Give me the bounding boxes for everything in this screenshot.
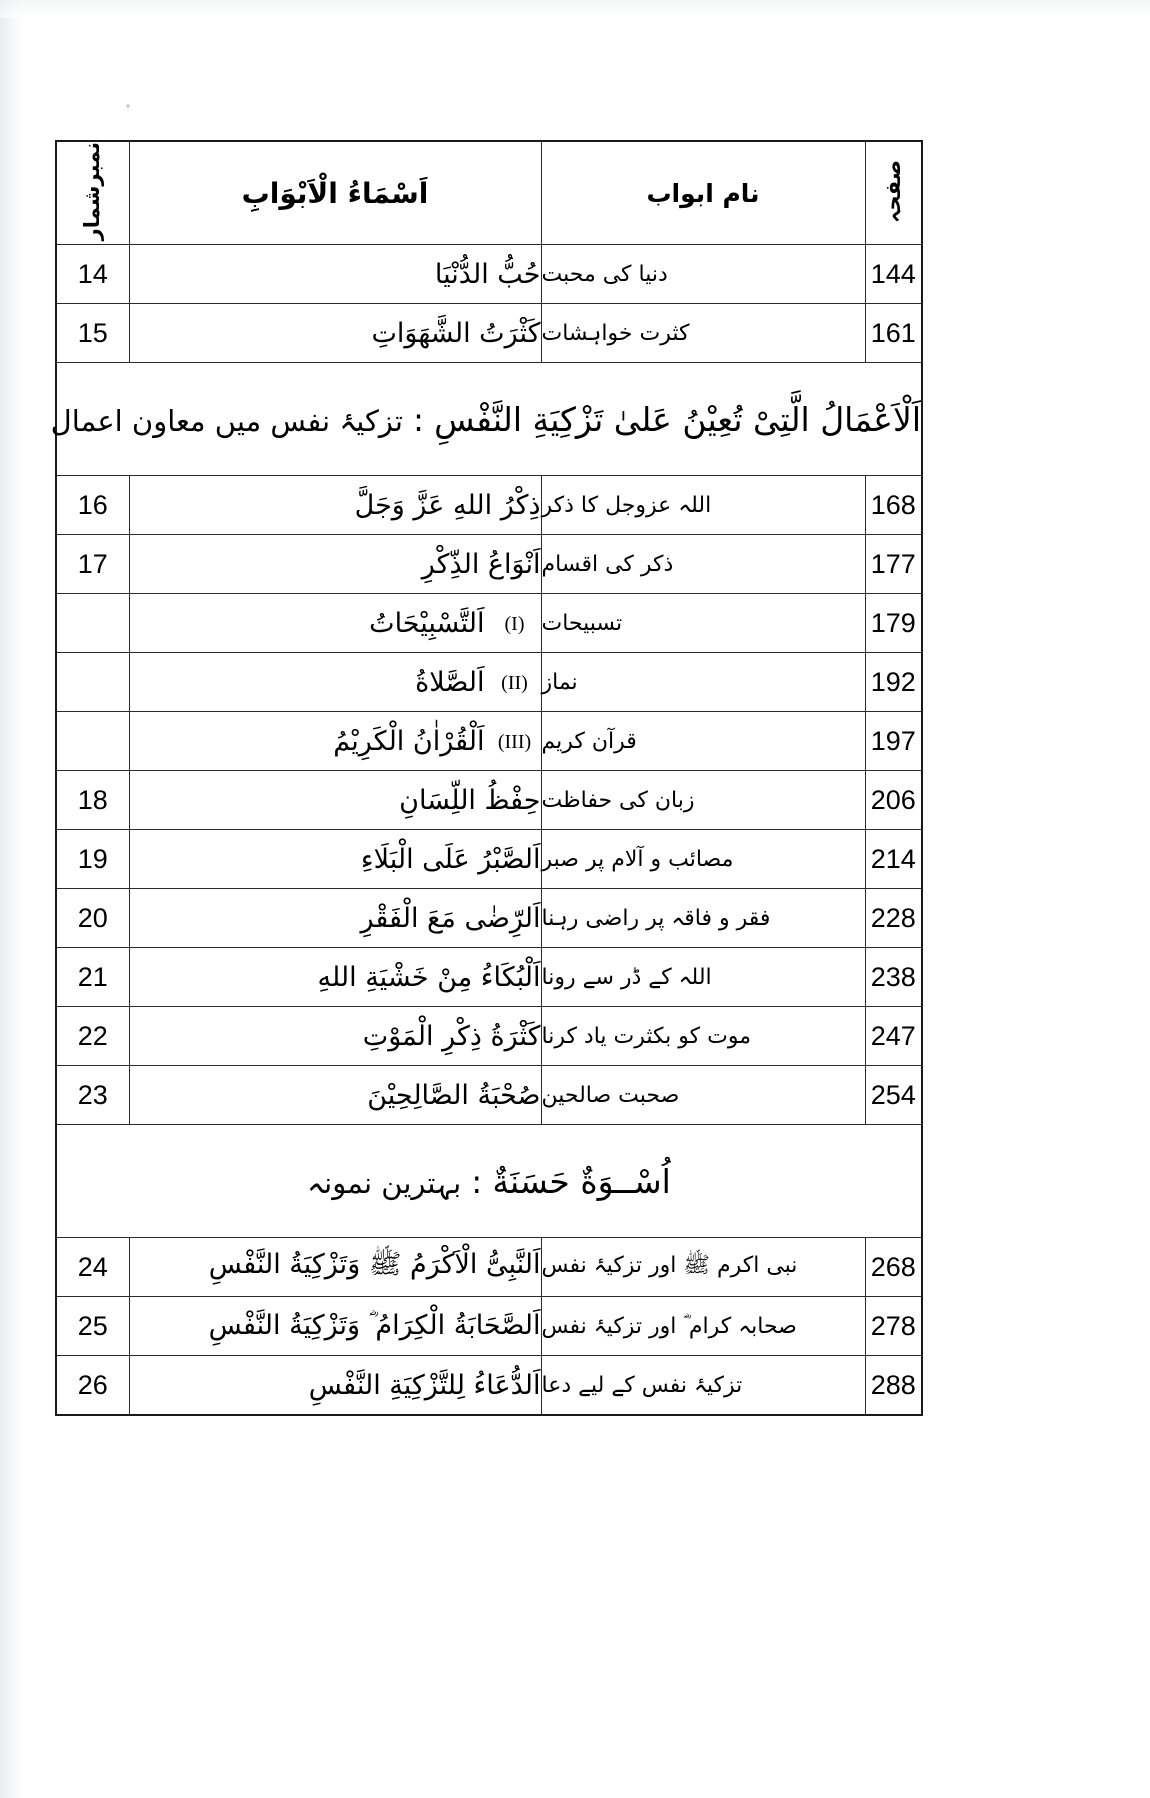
toc-page <box>50 140 923 1416</box>
cell-arabic-title: حُبُّ الدُّنْيَا <box>129 245 541 304</box>
table-row <box>56 476 922 535</box>
cell-arabic-title <box>129 653 541 712</box>
cell-arabic-title: اَلصَّحَابَةُ الْكِرَامُ ؓ وَتَزْكِيَةُ النَّفْسِ <box>129 1297 541 1356</box>
cell-arabic-title-text: اَلْقُرْاٰنُ الْكَرِيْمُ <box>333 725 485 757</box>
cell-serial-number <box>56 712 129 771</box>
cell-page-number: 197 <box>865 712 922 771</box>
cell-arabic-title: اَلصَّبْرُ عَلَى الْبَلَاءِ <box>129 830 541 889</box>
cell-arabic-title <box>129 712 541 771</box>
header-cell-arabic-names: اَسْمَاءُ الْاَبْوَابِ <box>129 141 541 245</box>
cell-serial-number: 26 <box>56 1356 129 1416</box>
section-heading <box>50 363 922 476</box>
table-row <box>56 1066 922 1125</box>
section-heading-separator: : <box>471 1162 483 1201</box>
cell-serial-number: 15 <box>56 304 129 363</box>
cell-page-number: 206 <box>865 771 922 830</box>
section-heading-row <box>56 363 922 476</box>
cell-page-number: 268 <box>865 1238 922 1297</box>
scan-edge-shading-top <box>0 0 1150 18</box>
cell-serial-number: 22 <box>56 1007 129 1066</box>
cell-arabic-title: اَلنَّبِىُّ الْاَكْرَمُ ﷺ وَتَزْكِيَةُ النَّفْسِ <box>129 1238 541 1297</box>
cell-page-number: 192 <box>865 653 922 712</box>
contents-table <box>50 140 923 1416</box>
table-row <box>56 771 922 830</box>
cell-serial-number: 17 <box>56 535 129 594</box>
cell-urdu-title: صحبت صالحین <box>541 1066 865 1125</box>
cell-page-number: 228 <box>865 889 922 948</box>
sub-entry-marker: (I) <box>504 612 525 635</box>
sub-entry-marker: (II) <box>501 671 528 694</box>
section-heading-urdu: تزکیۂ نفس میں معاون اعمال <box>50 403 403 438</box>
header-cell-page <box>865 141 922 245</box>
table-row <box>56 712 922 771</box>
cell-arabic-title: اَنْوَاعُ الذِّكْرِ <box>129 535 541 594</box>
cell-serial-number <box>56 653 129 712</box>
table-row <box>56 830 922 889</box>
cell-page-number: 168 <box>865 476 922 535</box>
table-row <box>56 1356 922 1416</box>
cell-serial-number: 25 <box>56 1297 129 1356</box>
cell-arabic-title: حِفْظُ اللِّسَانِ <box>129 771 541 830</box>
sub-entry-marker: (III) <box>497 730 532 753</box>
table-row <box>56 535 922 594</box>
header-cell-urdu-names: نام ابواب <box>541 141 865 245</box>
section-heading-urdu: بہترین نمونہ <box>307 1165 462 1200</box>
cell-serial-number <box>56 594 129 653</box>
cell-arabic-title <box>129 594 541 653</box>
table-row <box>56 245 922 304</box>
cell-page-number: 177 <box>865 535 922 594</box>
cell-urdu-title: قرآن کریم <box>541 712 865 771</box>
cell-serial-number: 24 <box>56 1238 129 1297</box>
cell-page-number: 247 <box>865 1007 922 1066</box>
scan-speck <box>126 104 130 108</box>
cell-urdu-title: مصائب و آلام پر صبر <box>541 830 865 889</box>
header-cell-serial <box>56 141 129 245</box>
cell-urdu-title: صحابہ کرام ؓ اور تزکیۂ نفس <box>541 1297 865 1356</box>
cell-arabic-title: اَلْبُكَاءُ مِنْ خَشْيَةِ اللهِ <box>129 948 541 1007</box>
header-label-serial: نمبرشمار <box>80 142 105 241</box>
cell-urdu-title: موت کو بکثرت یاد کرنا <box>541 1007 865 1066</box>
cell-urdu-title: ذکر کی اقسام <box>541 535 865 594</box>
section-heading-separator: : <box>413 400 424 439</box>
scan-edge-shading-left <box>0 0 26 1798</box>
table-header <box>56 141 922 245</box>
section-heading-arabic: اَلْاَعْمَالُ الَّتِىْ تُعِيْنُ عَلىٰ تَزْكِيَةِ النَّفْسِ <box>434 399 921 439</box>
table-body <box>50 245 922 1416</box>
cell-urdu-title: فقر و فاقہ پر راضی رہنا <box>541 889 865 948</box>
table-row <box>56 653 922 712</box>
cell-arabic-title: صُحْبَةُ الصَّالِحِيْنَ <box>129 1066 541 1125</box>
header-row <box>56 141 922 245</box>
cell-serial-number: 18 <box>56 771 129 830</box>
cell-page-number: 254 <box>865 1066 922 1125</box>
header-label-page: صفحہ <box>880 159 905 223</box>
cell-arabic-title-text: اَلتَّسْبِيْحَاتُ <box>369 607 485 639</box>
cell-page-number: 161 <box>865 304 922 363</box>
cell-page-number: 288 <box>865 1356 922 1416</box>
cell-arabic-title: اَلرِّضٰى مَعَ الْفَقْرِ <box>129 889 541 948</box>
cell-urdu-title: تسبیحات <box>541 594 865 653</box>
cell-serial-number: 23 <box>56 1066 129 1125</box>
table-row <box>56 1007 922 1066</box>
table-row <box>56 304 922 363</box>
cell-urdu-title: اللہ کے ڈر سے رونا <box>541 948 865 1007</box>
cell-page-number: 278 <box>865 1297 922 1356</box>
cell-arabic-title: كَثْرَةُ ذِكْرِ الْمَوْتِ <box>129 1007 541 1066</box>
cell-serial-number: 21 <box>56 948 129 1007</box>
cell-page-number: 144 <box>865 245 922 304</box>
cell-urdu-title: اللہ عزوجل کا ذکر <box>541 476 865 535</box>
section-heading-row <box>56 1125 922 1238</box>
cell-arabic-title: كَثْرَتُ الشَّهَوَاتِ <box>129 304 541 363</box>
section-heading-arabic: اُسْــوَةٌ حَسَنَةٌ <box>492 1161 671 1201</box>
cell-arabic-title: ذِكْرُ اللهِ عَزَّ وَجَلَّ <box>129 476 541 535</box>
cell-urdu-title: نبی اکرم ﷺ اور تزکیۂ نفس <box>541 1238 865 1297</box>
cell-arabic-title-text: اَلصَّلاةُ <box>415 666 485 698</box>
cell-serial-number: 16 <box>56 476 129 535</box>
cell-page-number: 238 <box>865 948 922 1007</box>
cell-page-number: 214 <box>865 830 922 889</box>
cell-serial-number: 14 <box>56 245 129 304</box>
table-row <box>56 594 922 653</box>
cell-urdu-title: دنیا کی محبت <box>541 245 865 304</box>
table-row <box>56 1297 922 1356</box>
section-heading <box>56 1125 922 1238</box>
cell-page-number: 179 <box>865 594 922 653</box>
table-row <box>56 948 922 1007</box>
cell-serial-number: 19 <box>56 830 129 889</box>
cell-arabic-title: اَلدُّعَاءُ لِلتَّزْكِيَةِ النَّفْسِ <box>129 1356 541 1416</box>
cell-urdu-title: تزکیۂ نفس کے لیے دعا <box>541 1356 865 1416</box>
cell-urdu-title: نماز <box>541 653 865 712</box>
table-row <box>56 889 922 948</box>
cell-urdu-title: زبان کی حفاظت <box>541 771 865 830</box>
table-row <box>56 1238 922 1297</box>
cell-serial-number: 20 <box>56 889 129 948</box>
cell-urdu-title: کثرت خواہشات <box>541 304 865 363</box>
